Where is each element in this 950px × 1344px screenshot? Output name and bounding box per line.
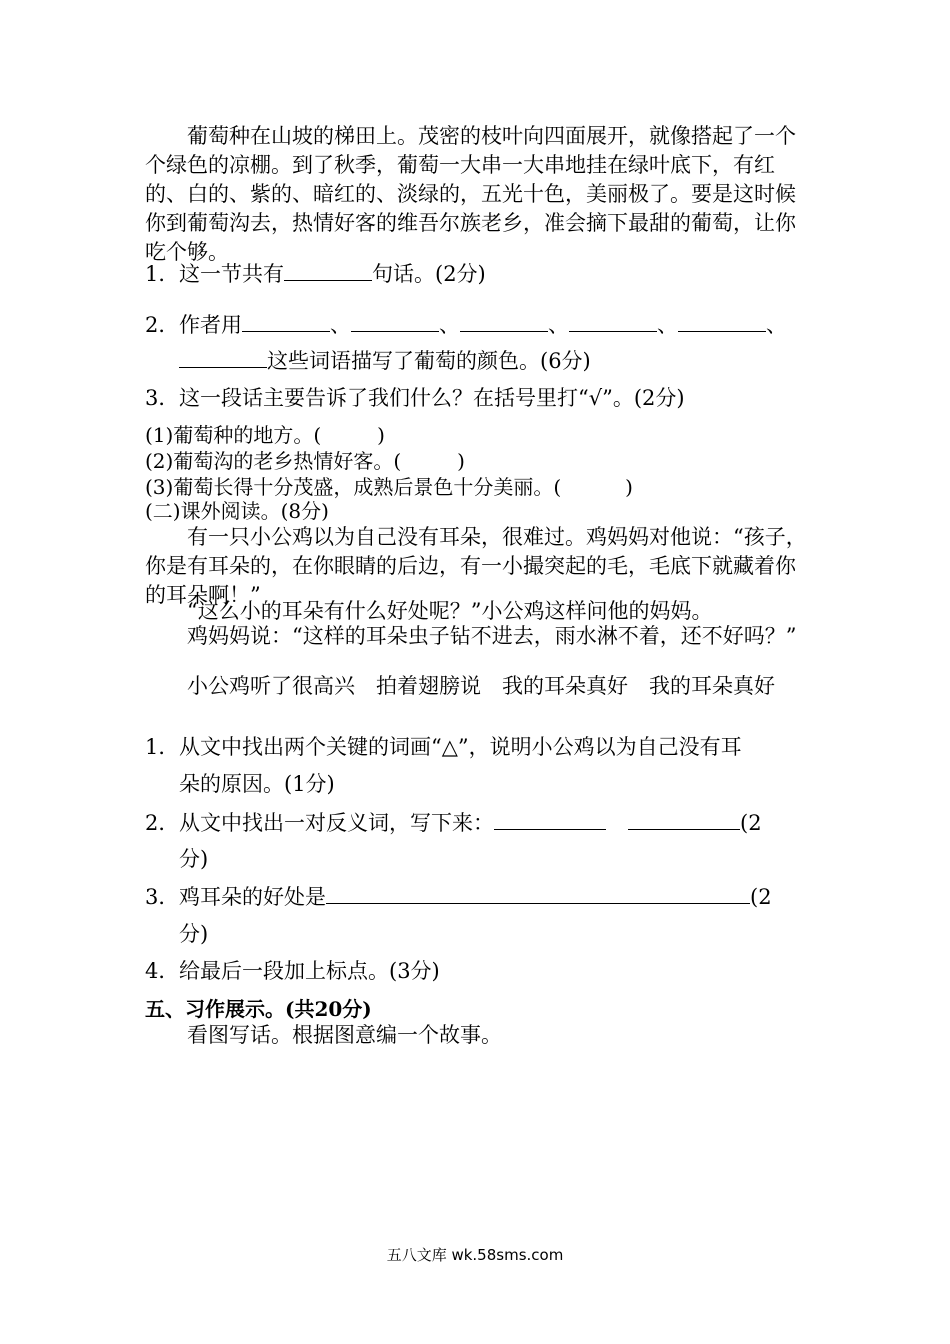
reading-question-1-continued: 朵的原因。(1分) bbox=[179, 772, 335, 796]
question-2: 2．作者用 、 、 、 、 、 bbox=[145, 313, 787, 337]
answer-blank[interactable] bbox=[678, 311, 766, 332]
section-5-title: 五、习作展示。(共20分) bbox=[145, 997, 372, 1021]
option-1: (1)葡萄种的地方。( ) bbox=[145, 423, 385, 447]
option-2: (2)葡萄沟的老乡热情好客。( ) bbox=[145, 449, 465, 473]
story-paragraph-4: 小公鸡听了很高兴 拍着翅膀说 我的耳朵真好 我的耳朵真好 bbox=[187, 674, 775, 698]
writing-prompt: 看图写话。根据图意编一个故事。 bbox=[187, 1023, 502, 1047]
answer-blank[interactable] bbox=[460, 311, 548, 332]
story-paragraph-1: 有一只小公鸡以为自己没有耳朵，很难过。鸡妈妈对他说：“孩子，你是有耳朵的，在你眼睛的后边，有一小撮突起的毛，毛底下就藏着你的耳朵啊！” bbox=[145, 525, 807, 607]
reading-question-4: 4．给最后一段加上标点。(3分) bbox=[145, 959, 440, 983]
footer-watermark: 五八文库 wk.58sms.com bbox=[386, 1246, 564, 1264]
reading-question-2: 2．从文中找出一对反义词，写下来： (2 bbox=[145, 811, 762, 835]
answer-blank[interactable] bbox=[326, 883, 750, 904]
answer-blank[interactable] bbox=[179, 347, 267, 368]
answer-blank[interactable] bbox=[284, 260, 372, 281]
answer-blank[interactable] bbox=[628, 809, 740, 830]
reading-question-2-continued: 分) bbox=[179, 847, 209, 871]
passage-grapes: 葡萄种在山坡的梯田上。茂密的枝叶向四面展开，就像搭起了一个个绿色的凉棚。到了秋季，葡萄一大串一大串地挂在绿叶底下，有红的、白的、紫的、暗红的、淡绿的，五光十色，美丽极了。要是这时候你到葡萄沟去，热情好客的维吾尔族老乡，准会摘下最甜的葡萄，让你吃个够。 bbox=[145, 124, 796, 264]
story-paragraph-2: “这么小的耳朵有什么好处呢？”小公鸡这样问他的妈妈。 bbox=[187, 599, 713, 623]
option-3: (3)葡萄长得十分茂盛，成熟后景色十分美丽。( ) bbox=[145, 475, 633, 499]
question-3: 3．这一段话主要告诉了我们什么？在括号里打“√”。(2分) bbox=[145, 386, 685, 410]
answer-blank[interactable] bbox=[242, 311, 330, 332]
answer-blank[interactable] bbox=[351, 311, 439, 332]
question-1: 1．这一节共有 句话。(2分) bbox=[145, 262, 486, 286]
reading-question-3-continued: 分) bbox=[179, 922, 209, 946]
answer-blank[interactable] bbox=[494, 809, 606, 830]
section-2-title: (二)课外阅读。(8分) bbox=[145, 499, 329, 523]
reading-question-1: 1．从文中找出两个关键的词画“△”，说明小公鸡以为自己没有耳 bbox=[145, 735, 742, 759]
answer-blank[interactable] bbox=[569, 311, 657, 332]
story-paragraph-3: 鸡妈妈说：“这样的耳朵虫子钻不进去，雨水淋不着，还不好吗？” bbox=[187, 624, 797, 648]
question-2-continued: 这些词语描写了葡萄的颜色。(6分) bbox=[179, 346, 591, 376]
reading-question-3: 3．鸡耳朵的好处是 (2 bbox=[145, 885, 772, 909]
